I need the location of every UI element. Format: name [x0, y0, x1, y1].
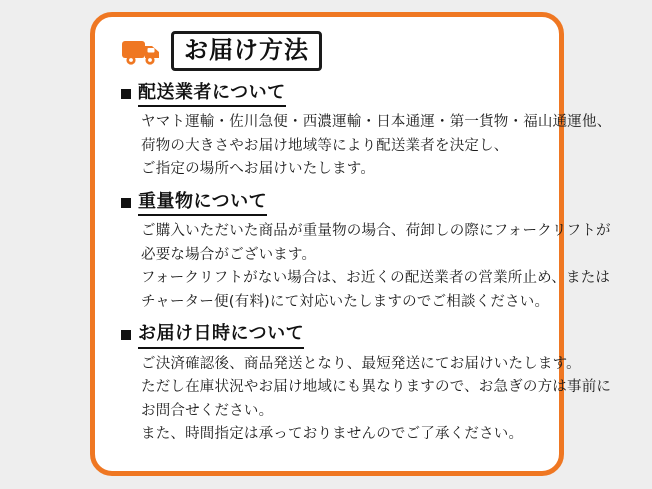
body-line: ただし在庫状況やお届け地域にも異なりますので、お急ぎの方は事前に — [141, 379, 612, 396]
section-heading — [121, 81, 541, 107]
body-line: ご購入いただいた商品が重量物の場合、荷卸しの際にフォークリフトが — [141, 223, 611, 240]
section-body — [141, 353, 612, 447]
body-line: 荷物の大きさやお届け地域等により配送業者を決定し、 — [141, 137, 509, 154]
bullet-square-icon — [121, 198, 131, 208]
delivery-truck-icon — [121, 35, 161, 67]
bullet-square-icon — [121, 89, 131, 99]
section-body — [141, 220, 611, 314]
section-heading-label: 配送業者について — [138, 81, 286, 107]
bullet-square-icon — [121, 330, 131, 340]
section-heading — [121, 190, 541, 216]
body-line: ご指定の場所へお届けいたします。 — [141, 161, 376, 178]
section-heading — [121, 322, 541, 348]
section-heavy-items — [113, 190, 611, 314]
body-line: お問合せください。 — [141, 402, 274, 419]
section-heading-label: お届け日時について — [138, 322, 304, 348]
body-line: ヤマト運輸・佐川急便・西濃運輸・日本通運・第一貨物・福山通運他、 — [141, 114, 612, 131]
card-title: お届け方法 — [171, 31, 322, 71]
body-line: チャーター便(有料)にて対応いたしますのでご相談ください。 — [141, 293, 550, 310]
section-shipping-carrier — [113, 81, 612, 182]
body-line: 必要な場合がございます。 — [141, 246, 317, 263]
delivery-info-card — [90, 12, 612, 476]
body-line: また、時間指定は承っておりませんのでご了承ください。 — [141, 426, 524, 443]
body-line: ご決済確認後、商品発送となり、最短発送にてお届けいたします。 — [141, 355, 581, 372]
body-line: フォークリフトがない場合は、お近くの配送業者の営業所止め、または — [141, 270, 611, 287]
section-body — [141, 111, 612, 181]
card-title-row — [113, 31, 541, 71]
section-heading-label: 重量物について — [138, 190, 267, 216]
section-delivery-date — [113, 322, 612, 446]
